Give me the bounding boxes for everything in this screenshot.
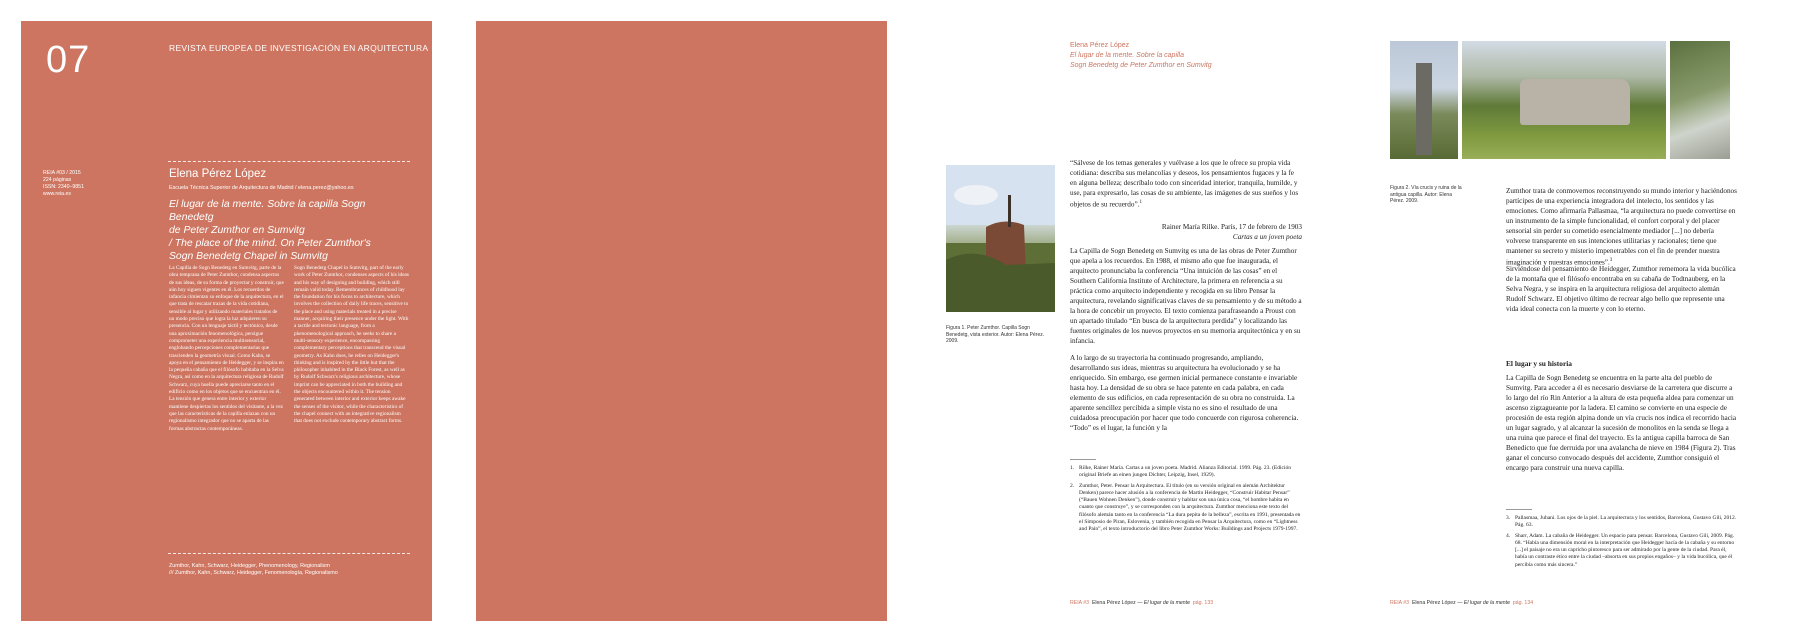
footnote-number: 3. [1506,515,1511,521]
body-paragraph: La Capilla de Sogn Benedetg en Sumvitg es una de las obras de Peter Zumthor que apela a los recuerdos. En 1988, el mismo año que fue inaugurada, el arquitecto pronunciaba la conferencia “Una intuición de las cosas” en el Southern California Institute of Architecture, la primera en referencia a su práctica como arquitecto independiente y recogida en su libro Pensar la arquitectura, revelando significativas claves de su pensamiento y de su método a la hora de concebir un proyecto. El texto comienza parafraseando a Proust con un apartado titulado “En busca de la arquitectura perdida” y localizando las fuentes originales de los nuevos proyectos en su memoria arquitectónica y en su infancia. [1070,247,1302,345]
meta-line: ISSN: 2340–9851 [43,184,84,190]
divider [168,553,410,554]
footnote-number: 4. [1506,532,1511,539]
body-paragraph: A lo largo de su trayectoria ha continuado progresando, ampliando, desarrollando sus ideas, mientras su arquitectura ha evolucionado y se ha enriquecido. Sin embargo, ese germen inicial permanece constante e invariable hasta hoy. La densidad de su obra se hace patente en cada palabra, en cada elemento de sus edificios, en cada representación de su obra no construida. La aparente sencillez percibida a simple vista no es sino el resultado de una cuidadosa preocupación por hacer que todo concuerde con rigurosa coherencia. “Todo” es el lugar, la función y la [1070,354,1299,432]
ruin-image [1520,79,1630,125]
footer-title: El lugar de la mente [1463,600,1510,606]
cover-page [21,21,432,621]
meta-line: REIA #03 / 2015 [43,170,81,176]
body-paragraph: La Capilla de Sogn Benedetg se encuentra en la parte alta del pueblo de Sumvitg. Para acceder a él es necesario desviarse de la carretera que discurre a lo largo del río Rin Anterior a la altura de esta pequeña aldea para comenzar un ascenso zigzagueante por la ladera. El camino se convierte en una especie de procesión de esta región alpina donde un vía crucis nos indica el recorrido hacia un lugar sagrado, y al alcanzar la sucesión de monolitos en la senda se llega a una ruina que parece el final del trayecto. Es la antigua capilla barroca de San Benedicto que fue derruida por una avalancha de nieve en 1984 (Figura 2). Tras ganar el concurso convocado después del accidente, Zumthor consiguió el encargo para construir una nueva capilla. [1506,374,1737,472]
author-name: Elena Pérez López [169,168,267,180]
keywords-line: /// Zumthor, Kahn, Schwarz, Heidegger, Fenomenología, Regionalismo [169,570,338,577]
footnotes [1506,515,1738,572]
running-head-author: Elena Pérez López [1070,42,1130,49]
footer-author: Elena Pérez López [1411,600,1456,606]
footnote-text: Pallasmaa, Juhani. Los ojos de la piel. La arquitectura y los sentidos, Barcelona, Gustavo Gili, 2012. Pág. 63. [1515,515,1737,529]
footer-journal: REIA #3 [1390,600,1410,606]
title-line: / The place of the mind. On Peter Zumthor's [169,238,371,249]
journal-name: REVISTA EUROPEA DE INVESTIGACIÓN EN ARQUITECTURA [169,43,429,53]
abstract-spanish: La Capilla de Sogn Benedetg en Sumvitg, parte de la obra temprana de Peter Zumthor, condensa aspectos de sus ideas, de su forma de proyectar y construir, que aún hoy siguen vigentes en él. Los recuerdos de infancia cimientan su enfoque de la arquitectura, en el que trata de rescatar trazas de la vida cotidiana, sensible al lugar y utilizando materiales tratados de un modo preciso que logra la luz adquieren su presencia. Con un lenguaje táctil y tectónico, desde una aproximación fenomenológica, persigue comprometer una experiencia multisensorial, englobando percepciones complementarias que trascienden la geometría visual. Como Kahn, se apoya en el pensamiento de Heidegger, y se inspira en la pequeña cabaña que el filósofo habitaba en la Selva Negra, así como en la arquitectura religiosa de Rudolf Schwarz, cuya huella puede apreciarse tanto en el edificio como en los objetos que se encuentran en él. La tensión que genera entre interior y exterior mantiene despiertas los sentidos del visitante, a la vez que las características de la capilla enlazan con un regionalismo integrador que no se aparta de las formas abstractas contemporáneas. [169,265,284,432]
figure-2b-photo [1462,41,1666,159]
body-paragraph [1506,186,1738,267]
author-affiliation: Escuela Técnica Superior de Arquitectura de Madrid / elena.perez@yahoo.es [169,185,354,191]
footer-title: El lugar de la mente [1143,600,1190,606]
footnotes [1070,465,1302,537]
article-page-left [934,21,1344,621]
figure-2-caption: Figura 2. Vía crucis y ruina de la antigua capilla. Autor: Elena Pérez. 2009. [1390,185,1462,205]
footnote-number: 2. [1070,482,1075,489]
page-number: pág. 134 [1512,600,1534,606]
paragraph-text: Zumthor trata de conmovernos reconstruyendo su mundo interior y haciéndonos partícipes de una experiencia integradora del intelecto, los sentidos y las emociones. Como afirmaría Pallasmaa, “la arquitectura no puede convertirse en un instrumento de la simple funcionalidad, el confort corporal y del placer sensorial sin perder su cometido esencialmente mediador [...] no debería volverse transparente en sus intenciones utilitarias y racionales; tiene que mantener su secreto y misterio impenetrables con el fin de prender nuestra imaginación y nuestras emociones”. [1506,187,1737,267]
footer-journal: REIA #3 [1070,600,1090,606]
title-line: El lugar de la mente. Sobre la capilla Sogn Benedetg [169,199,366,223]
title-line: de Peter Zumthor en Sumvitg [169,225,305,236]
article-title [169,198,409,263]
epigraph-author: Rainer María Rilke. París, 17 de febrero de 1903 [1161,223,1302,231]
footnote-ref[interactable]: 3 [1609,258,1613,263]
footnote-rule [1506,509,1532,510]
epigraph-text: “Sálvese de los temas generales y vuélvase a los que le ofrece su propia vida cotidiana: describa sus melancolías y deseos, los pensamientos fugaces y la fe en alguna belleza; descríbalo todo con sinceridad interior, tranquila, humilde, y use, para expresarlo, las cosas de su ambiente, las imágenes de sus sueños y los objetos de su recuerdo”. [1070,159,1299,209]
article-page-right [1390,21,1790,621]
footnote-number: 1. [1070,465,1075,471]
footnote-text: Zumthor, Peter. Pensar la Arquitectura. El título (en su versión original en alemán Architektur Denken) parece hacer alusión a la conferencia de Martin Heidegger, “Construir Habitar Pensar” (“Bauen Wohnen Denken”), donde construir y habitar son una única cosa, “el hombre habita en cuanto que construye”, y se corresponden con la arquitectura. Zumthor menciona este texto del filósofo alemán tanto en la conferencia “La dura pepita de la belleza”, escrita en 1991, presentada en el Simposio de Piran, Eslovenia, y también recogida en Pensar la Arquitectura, como en “Lightness and Pain”, el texto introductorio del libro Peter Zumthor Works: Buildings and Projects 1979-1997. [1079,482,1301,533]
epigraph [1070,158,1302,209]
blank-coral-page [476,21,887,621]
footnote-text: Sharr, Adam. La cabaña de Heidegger. Un espacio para pensar. Barcelona, Gustavo Gili, 2009. Pág. 68. “Había una dimensión moral en la interpretación que Heidegger hacía de la cabaña y su entorno [...] el paisaje no era un capricho pintoresco para ser admirado por la gente de la ciudad. Para él, había un contraste ético entre la ciudad –absorta en sus propios engaños– y la vida bucólica, que él percibía como más sincera.” [1515,532,1735,568]
chapel-image [946,165,1055,312]
keywords-line: Zumthor, Kahn, Schwarz, Heidegger, Phenomenology, Regionalism [169,563,330,569]
footer-author: Elena Pérez López [1091,600,1136,606]
divider [168,161,410,162]
footnote [1506,515,1738,530]
monolith-image [1416,63,1432,155]
body-paragraph: Sirviéndose del pensamiento de Heidegger, Zumthor rememora la vida bucólica de la montaña que el filósofo encontraba en su cabaña de Todtnauberg, en la Selva Negra, y se inspira en la arquitectura religiosa del arquitecto alemán Rudolf Schwarz. El objetivo último de recrear algo bello que represente una vida ideal conecta con la muerte y con lo eterno. [1506,265,1736,313]
section-heading: El lugar y su historia [1506,359,1572,368]
figure-2c-photo [1670,41,1730,159]
figure-2a-photo [1390,41,1458,159]
footnote [1070,483,1302,534]
footnote [1506,533,1738,569]
issue-number: 07 [46,39,91,81]
epigraph-source [1070,222,1302,242]
page-footer: REIA #3 Elena Pérez López — El lugar de la mente pág. 133 [1070,600,1214,606]
footnote [1070,465,1302,480]
meta-line: 224 páginas [43,177,72,183]
abstract-english: Sogn Benedetg Chapel in Sumvitg, part of the early work of Peter Zumthor, condenses aspects of his ideas and his way of designing and building, which still remain valid today. Remembrances of childhood lay the foundation for his focus to architecture, which involves the collection of daily life traces, sensitive to the place and using materials treated in a precise manner, acquiring their presence under the light. With a tactile and tectonic language, from a phenomenological approach, he seeks to share a multi-sensory experience, encompassing complementary perceptions that transcend the visual geometry. As Kahn does, he relies on Heidegger's thinking and is inspired by the little hut that the philosopher inhabited in the Black Forest, as well as by Rudolf Schwarz's religious architecture, whose imprint can be appreciated in both the building and the objects encountered within it. The tension generated between interior and exterior keeps awake the senses of the visitor, while the characteristics of the chapel connect with an integrative regionalism that does not exclude contemporary abstract forms. [294,265,409,425]
keywords [169,563,338,578]
figure-1-photo [946,165,1055,312]
running-head [1070,41,1212,71]
title-line: Sogn Benedetg Chapel in Sumvitg [169,251,328,262]
running-head-title: Sogn Benedetg de Peter Zumthor en Sumvitg [1070,62,1212,69]
page-number: pág. 133 [1192,600,1214,606]
running-head-title: El lugar de la mente. Sobre la capilla [1070,52,1185,59]
footnote-text: Rilke, Rainer María. Cartas a un joven poeta. Madrid. Alianza Editorial. 1999. Pág. 23. (Edición original Briefe an einen jungen Dichter, Leipzig, Insel, 1929). [1079,465,1292,479]
figure-1-caption: Figura 1. Peter Zumthor. Capilla Sogn Benedetg, vista exterior. Autor: Elena Pérez. 2009. [946,325,1045,345]
epigraph-work: Cartas a un joven poeta [1232,233,1302,241]
page-footer: REIA #3 Elena Pérez López — El lugar de la mente pág. 134 [1390,600,1534,606]
footnote-rule [1070,459,1096,460]
meta-link[interactable]: www.reia.es [43,191,71,197]
footnote-ref[interactable]: 1 [1139,200,1142,205]
issue-meta [43,170,84,198]
